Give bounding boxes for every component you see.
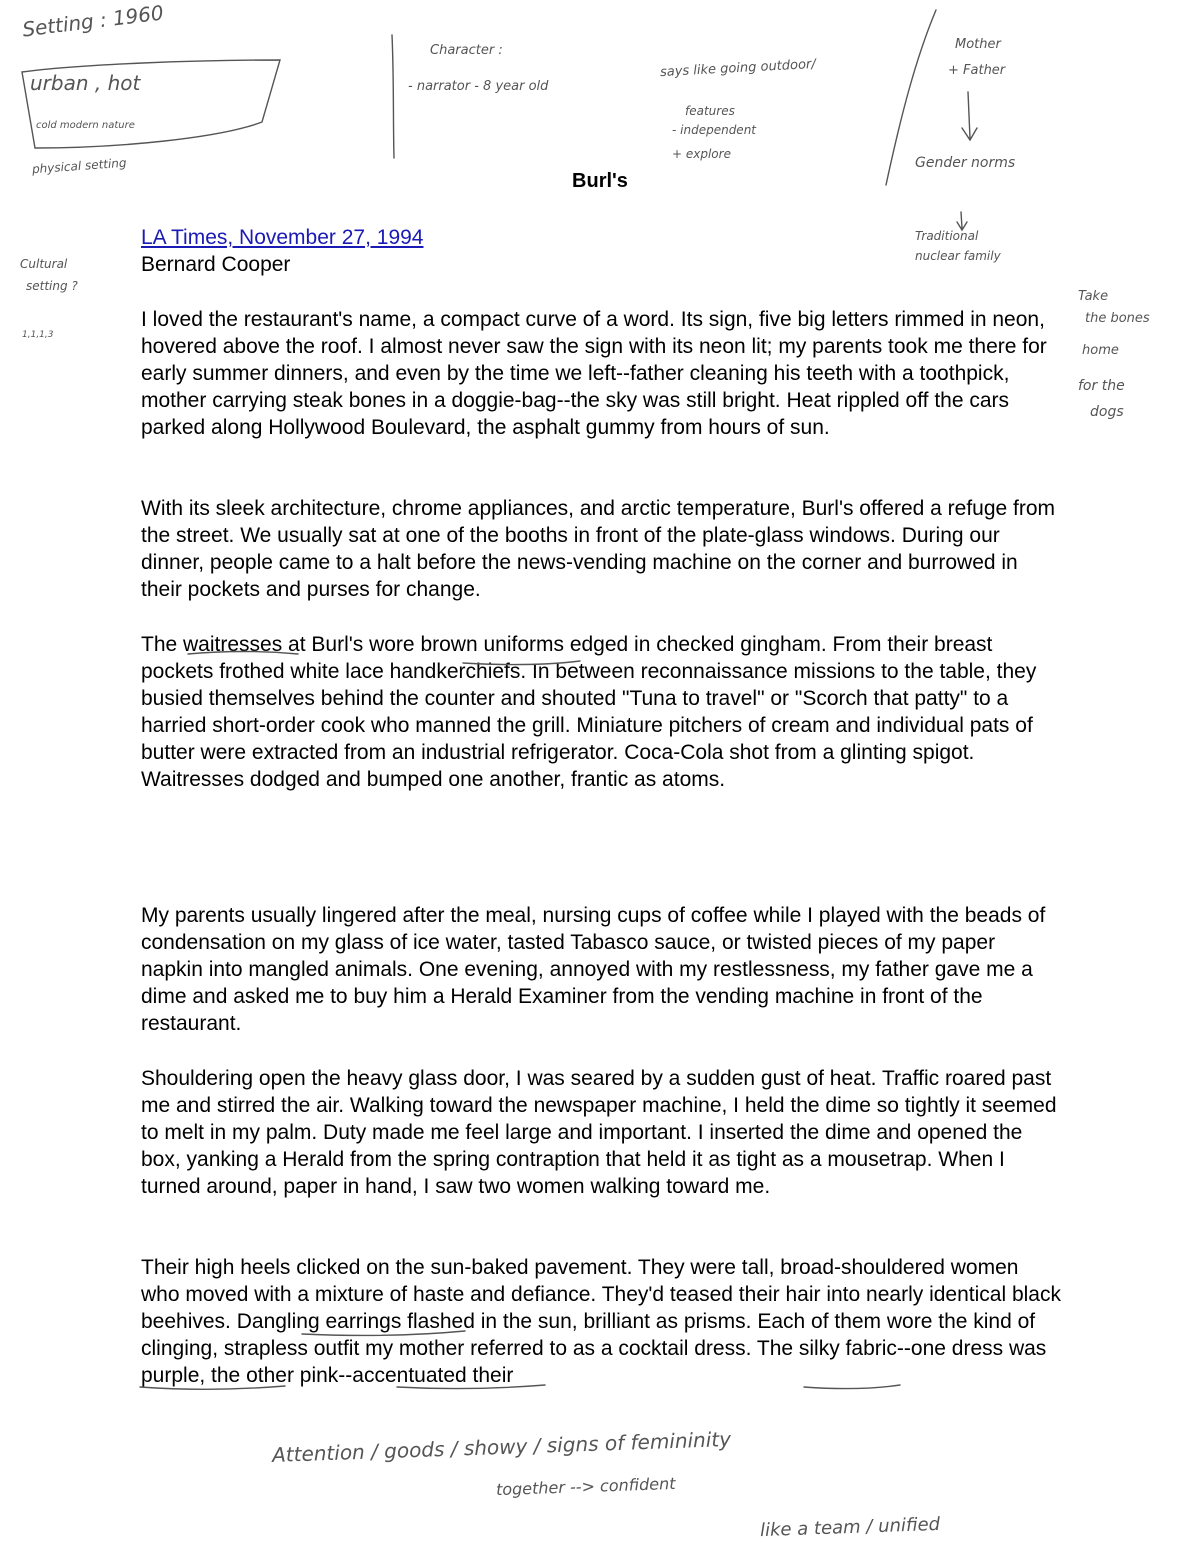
underline-cocktail — [140, 1386, 285, 1389]
note-father: + Father — [948, 63, 1006, 78]
paragraph-4: My parents usually lingered after the meal, nursing cups of coffee while I played with the beads of condensation on my glass of ice water, tasted Tabasco sauce, or twisted pieces of my paper napkin into mangled animals. One evening, annoyed with my restlessness, my father gave me a dime and asked me to buy him a Herald Examiner from the vending machine in front of the restaurant. — [141, 904, 1046, 1035]
document-title: Burl's — [572, 170, 628, 192]
note-character-title: Character : — [430, 43, 503, 58]
underline-fabric — [397, 1385, 545, 1389]
source-link[interactable]: LA Times, November 27, 1994 — [141, 226, 424, 249]
arrow-down-small-icon — [957, 212, 967, 230]
divider-line-left — [392, 35, 394, 158]
arrow-down-icon — [962, 92, 977, 140]
note-bones-3: home — [1082, 343, 1119, 358]
paragraph-5: Shouldering open the heavy glass door, I was seared by a sudden gust of heat. Traffic roared past me and stirred the air. Walking toward the newspaper machine, I held the dime so tightly it seemed to melt in my palm. Duty made me feel large and important. I inserted the dime and opened the box, yanking a Herald from the spring contraption that held it as tight as a mousetrap. When I turned around, paper in hand, I saw two women walking toward me. — [141, 1067, 1057, 1198]
note-character-line: - narrator - 8 year old — [408, 79, 549, 94]
note-physical: physical setting — [31, 155, 127, 177]
underline-uniforms — [463, 661, 580, 665]
note-bottom-3: like a team / unified — [759, 1513, 941, 1542]
note-character-tail: says like going outdoor/ — [659, 56, 817, 81]
note-small: 1,1,1,3 — [22, 330, 54, 340]
paragraph-3: The waitresses at Burl's wore brown uniforms edged in checked gingham. From their breast pockets frothed white lace handkerchiefs. In between reconnaissance missions to the table, they busied themselves behind the counter and shouted "Tuna to travel" or "Scorch that patty" to a harried short-order cook who manned the grill. Miniature pitchers of cream and individual pats of butter were extracted from an industrial refrigerator. Coca-Cola shot from a glinting spigot. Waitresses dodged and bumped one another, frantic as atoms. — [141, 633, 1037, 791]
note-boxed: urban , hot — [30, 71, 141, 95]
note-explore: + explore — [672, 147, 731, 161]
note-nuclear: nuclear family — [915, 249, 1001, 263]
note-gender: Gender norms — [915, 155, 1016, 171]
underline-waitresses — [188, 652, 298, 655]
note-bones-2: the bones — [1085, 311, 1150, 326]
note-mother: Mother — [955, 37, 1001, 52]
note-bottom-1: Attention / goods / showy / signs of femininity — [271, 1426, 732, 1468]
note-traditional: Traditional — [915, 229, 979, 243]
author-name: Bernard Cooper — [141, 253, 291, 276]
note-bottom-2: together --> confident — [495, 1473, 676, 1500]
paragraph-1: I loved the restaurant's name, a compact curve of a word. Its sign, five big letters rimmed in neon, hovered above the roof. I almost never saw the sign with its neon lit; my parents took me there for early summer dinners, and even by the time we left--father cleaning his teeth with a toothpick, mother carrying steak bones in a doggie-bag--the sky was still bright. Heat rippled off the cars parked along Hollywood Boulevard, the asphalt gummy from hours of sun. — [141, 308, 1047, 439]
underline-pink — [804, 1385, 900, 1389]
note-features: features — [685, 104, 735, 118]
note-setting: Setting : 1960 — [21, 0, 165, 42]
note-bones-1: Take — [1078, 289, 1109, 304]
note-bones-5: dogs — [1090, 404, 1124, 420]
note-independent: - independent — [672, 123, 756, 137]
note-setting2: setting ? — [26, 279, 78, 293]
note-boxed-detail: cold modern nature — [36, 120, 135, 131]
paragraph-2: With its sleek architecture, chrome appliances, and arctic temperature, Burl's offered a refuge from the street. We usually sat at one of the booths in front of the plate-glass windows. During our dinner, people came to a halt before the news-vending machine on the corner and burrowed in their pockets and purses for change. — [141, 497, 1056, 601]
note-cultural: Cultural — [20, 257, 68, 271]
paragraph-6: Their high heels clicked on the sun-baked pavement. They were tall, broad-shouldered women who moved with a mixture of haste and defiance. They'd teased their hair into nearly identical black beehives. Dangling earrings flashed in the sun, brilliant as prisms. Each of them wore the kind of clinging, strapless outfit my mother referred to as a cocktail dress. The silky fabric--one dress was purple, the other pink--accentuated their — [141, 1256, 1061, 1387]
underline-beehives — [302, 1331, 465, 1335]
note-bones-4: for the — [1078, 378, 1125, 394]
